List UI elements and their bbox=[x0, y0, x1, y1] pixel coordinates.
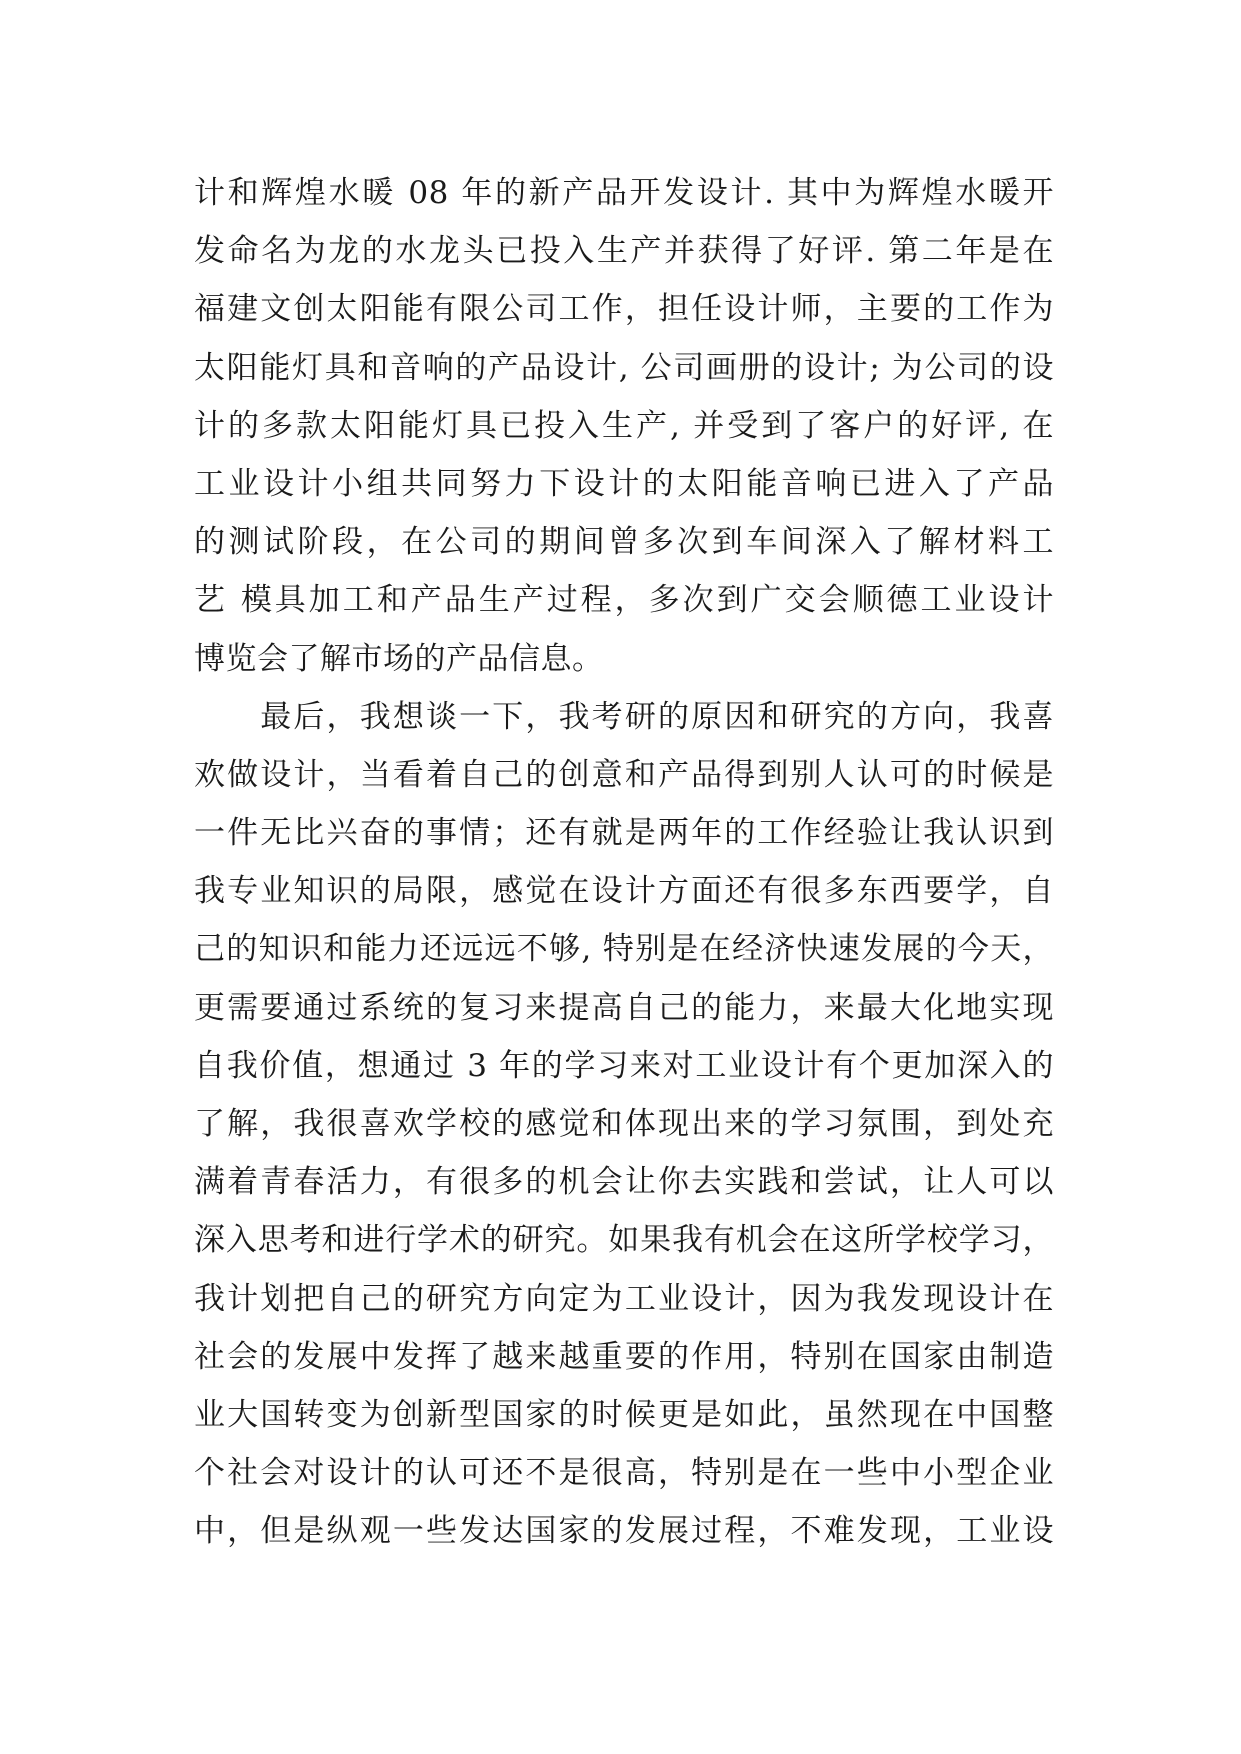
text-line: 计的多款太阳能灯具已投入生产, 并受到了客户的好评, 在 bbox=[194, 407, 1054, 444]
text-line: 中，但是纵观一些发达国家的发展过程，不难发现，工业设 bbox=[194, 1513, 1054, 1550]
text-line: 计和辉煌水暖 08 年的新产品开发设计. 其中为辉煌水暖开 bbox=[194, 175, 1054, 211]
text-line: 满着青春活力，有很多的机会让你去实践和尝试，让人可以 bbox=[194, 1164, 1054, 1201]
text-line: 艺 模具加工和产品生产过程，多次到广交会顺德工业设计 bbox=[194, 582, 1054, 619]
text-line: 个社会对设计的认可还不是很高，特别是在一些中小型企业 bbox=[194, 1455, 1054, 1492]
text-line: 工业设计小组共同努力下设计的太阳能音响已进入了产品 bbox=[194, 465, 1054, 502]
text-line: 的测试阶段，在公司的期间曾多次到车间深入了解材料工 bbox=[194, 524, 1054, 561]
text-line: 自我价值，想通过 3 年的学习来对工业设计有个更加深入的 bbox=[194, 1047, 1054, 1084]
text-line: 己的知识和能力还远远不够, 特别是在经济快速发展的今天， bbox=[194, 931, 1054, 968]
text-line: 发命名为龙的水龙头已投入生产并获得了好评. 第二年是在 bbox=[194, 233, 1054, 270]
text-line: 一件无比兴奋的事情；还有就是两年的工作经验让我认识到 bbox=[194, 815, 1054, 852]
text-line: 社会的发展中发挥了越来越重要的作用，特别在国家由制造 bbox=[194, 1338, 1054, 1375]
document-body bbox=[194, 164, 1054, 1561]
text-line: 博览会了解市场的产品信息。 bbox=[194, 640, 604, 677]
text-line: 我计划把自己的研究方向定为工业设计，因为我发现设计在 bbox=[194, 1280, 1054, 1317]
text-line: 欢做设计，当看着自己的创意和产品得到别人认可的时候是 bbox=[194, 756, 1054, 793]
text-line: 福建文创太阳能有限公司工作，担任设计师，主要的工作为 bbox=[194, 291, 1054, 328]
text-line: 太阳能灯具和音响的产品设计, 公司画册的设计; 为公司的设 bbox=[194, 349, 1054, 386]
text-line: 了解，我很喜欢学校的感觉和体现出来的学习氛围，到处充 bbox=[194, 1106, 1054, 1142]
text-line: 我专业知识的局限，感觉在设计方面还有很多东西要学，自 bbox=[194, 873, 1054, 910]
text-line: 深入思考和进行学术的研究。如果我有机会在这所学校学习， bbox=[194, 1222, 1054, 1259]
text-line: 更需要通过系统的复习来提高自己的能力，来最大化地实现 bbox=[194, 989, 1054, 1026]
text-line: 业大国转变为创新型国家的时候更是如此，虽然现在中国整 bbox=[194, 1396, 1054, 1433]
text-line: 最后，我想谈一下，我考研的原因和研究的方向，我喜 bbox=[194, 698, 1054, 735]
